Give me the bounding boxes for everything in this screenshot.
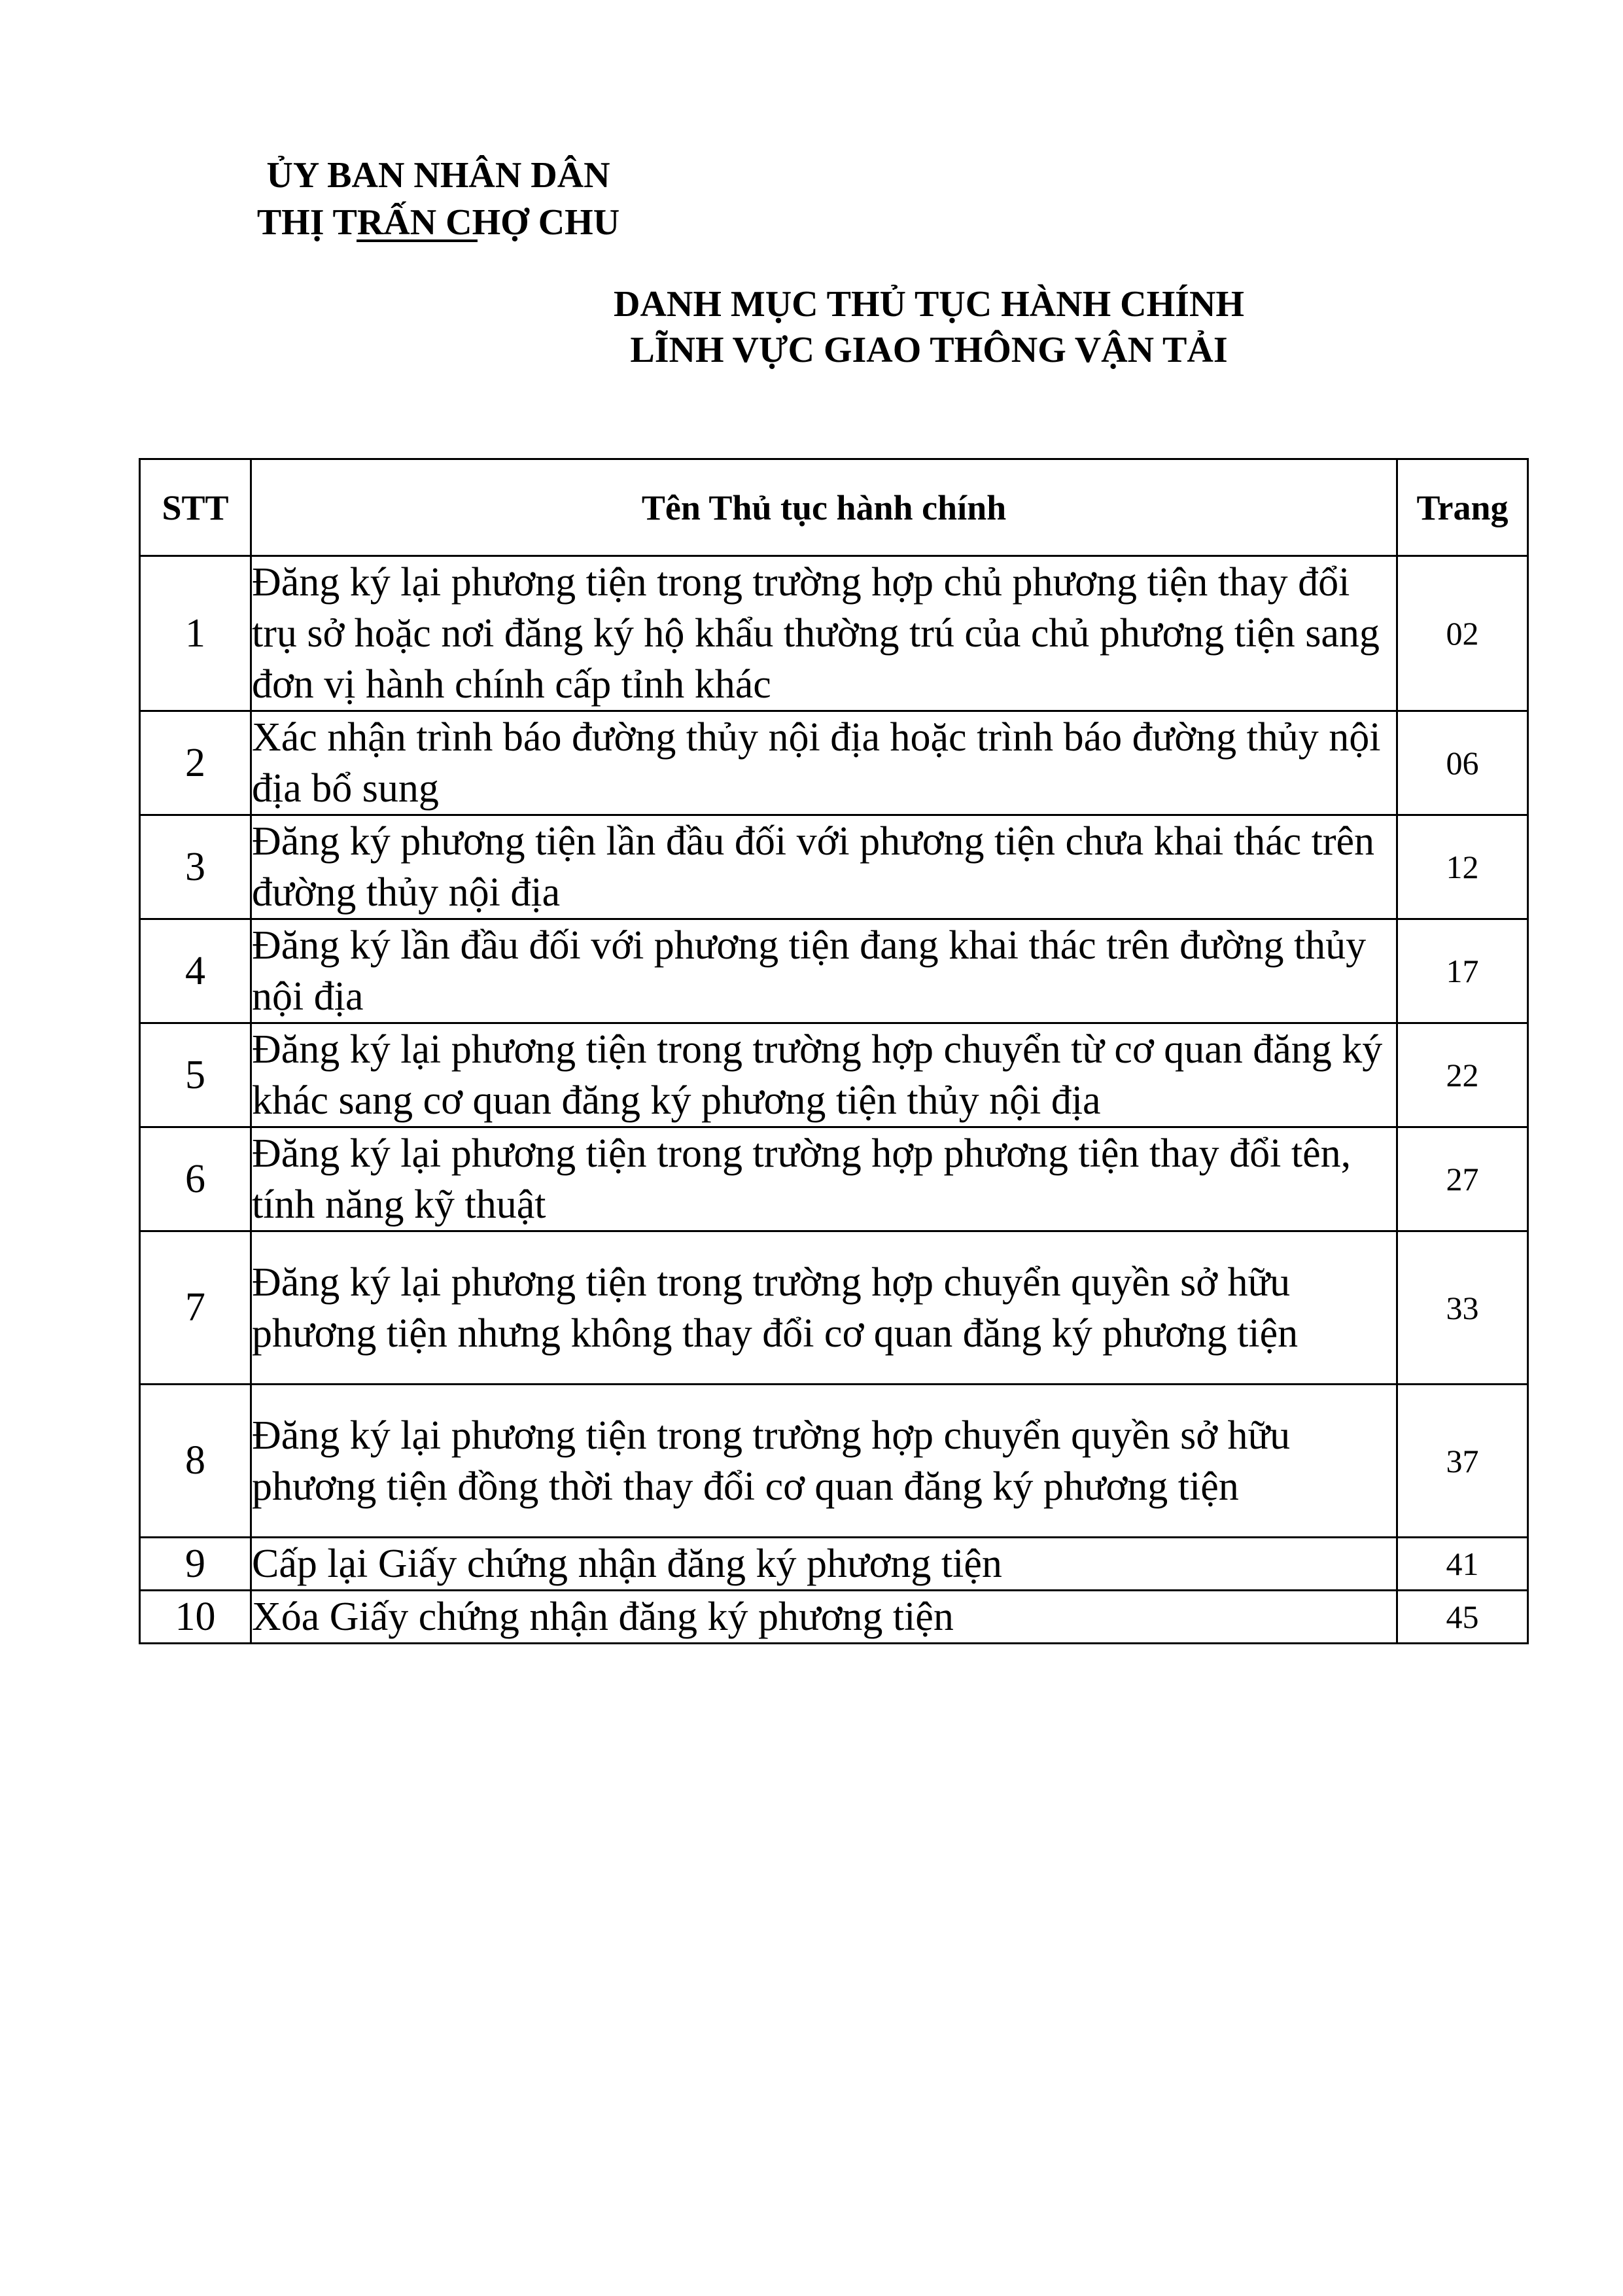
- row-page: 37: [1397, 1385, 1528, 1538]
- row-procedure-name: Đăng ký phương tiện lần đầu đối với phương tiện chưa khai thác trên đường thủy nội địa: [251, 815, 1397, 919]
- title-line-2: LĨNH VỰC GIAO THÔNG VẬN TẢI: [630, 330, 1228, 370]
- row-stt: 7: [140, 1231, 251, 1385]
- table-row: [140, 556, 1528, 711]
- row-stt: 9: [140, 1538, 251, 1591]
- issuing-authority: [190, 152, 687, 246]
- row-stt: 3: [140, 815, 251, 919]
- column-header-procedure-name: Tên Thủ tục hành chính: [251, 459, 1397, 556]
- row-procedure-name: Xác nhận trình báo đường thủy nội địa hoặc trình báo đường thủy nội địa bổ sung: [251, 711, 1397, 815]
- procedures-table: [139, 458, 1529, 1644]
- row-stt: 5: [140, 1023, 251, 1127]
- table-row: [140, 1385, 1528, 1538]
- column-header-stt: STT: [140, 459, 251, 556]
- row-procedure-name: Đăng ký lần đầu đối với phương tiện đang khai thác trên đường thủy nội địa: [251, 919, 1397, 1023]
- table-row: [140, 1538, 1528, 1591]
- row-page: 27: [1397, 1127, 1528, 1231]
- row-stt: 1: [140, 556, 251, 711]
- row-procedure-name: Đăng ký lại phương tiện trong trường hợp chuyển quyền sở hữu phương tiện nhưng không thay đổi cơ quan đăng ký phương tiện: [251, 1231, 1397, 1385]
- document-title: [0, 281, 1623, 373]
- table-header-row: [140, 459, 1528, 556]
- row-procedure-name: Đăng ký lại phương tiện trong trường hợp chủ phương tiện thay đổi trụ sở hoặc nơi đăng ký hộ khẩu thường trú của chủ phương tiện sang đơn vị hành chính cấp tỉnh khác: [251, 556, 1397, 711]
- row-page: 33: [1397, 1231, 1528, 1385]
- table-row: [140, 711, 1528, 815]
- row-stt: 2: [140, 711, 251, 815]
- row-page: 06: [1397, 711, 1528, 815]
- authority-line-2: THỊ TRẤN CHỢ CHU: [256, 202, 620, 243]
- row-page: 41: [1397, 1538, 1528, 1591]
- row-page: 02: [1397, 556, 1528, 711]
- authority-line-1: ỦY BAN NHÂN DÂN: [266, 155, 610, 196]
- row-procedure-name: Đăng ký lại phương tiện trong trường hợp phương tiện thay đổi tên, tính năng kỹ thuật: [251, 1127, 1397, 1231]
- row-page: 12: [1397, 815, 1528, 919]
- row-procedure-name: Đăng ký lại phương tiện trong trường hợp chuyển quyền sở hữu phương tiện đồng thời thay đổi cơ quan đăng ký phương tiện: [251, 1385, 1397, 1538]
- table-row: [140, 815, 1528, 919]
- column-header-page: Trang: [1397, 459, 1528, 556]
- row-procedure-name: Cấp lại Giấy chứng nhận đăng ký phương tiện: [251, 1538, 1397, 1591]
- table-row: [140, 1023, 1528, 1127]
- table-row: [140, 1127, 1528, 1231]
- authority-underline: [357, 239, 478, 242]
- table-row: [140, 1591, 1528, 1644]
- table-row: [140, 1231, 1528, 1385]
- row-page: 17: [1397, 919, 1528, 1023]
- row-stt: 4: [140, 919, 251, 1023]
- row-procedure-name: Đăng ký lại phương tiện trong trường hợp chuyển từ cơ quan đăng ký khác sang cơ quan đăng ký phương tiện thủy nội địa: [251, 1023, 1397, 1127]
- row-page: 22: [1397, 1023, 1528, 1127]
- table-row: [140, 919, 1528, 1023]
- title-line-1: DANH MỤC THỦ TỤC HÀNH CHÍNH: [614, 284, 1244, 325]
- row-page: 45: [1397, 1591, 1528, 1644]
- row-stt: 10: [140, 1591, 251, 1644]
- row-stt: 6: [140, 1127, 251, 1231]
- row-procedure-name: Xóa Giấy chứng nhận đăng ký phương tiện: [251, 1591, 1397, 1644]
- row-stt: 8: [140, 1385, 251, 1538]
